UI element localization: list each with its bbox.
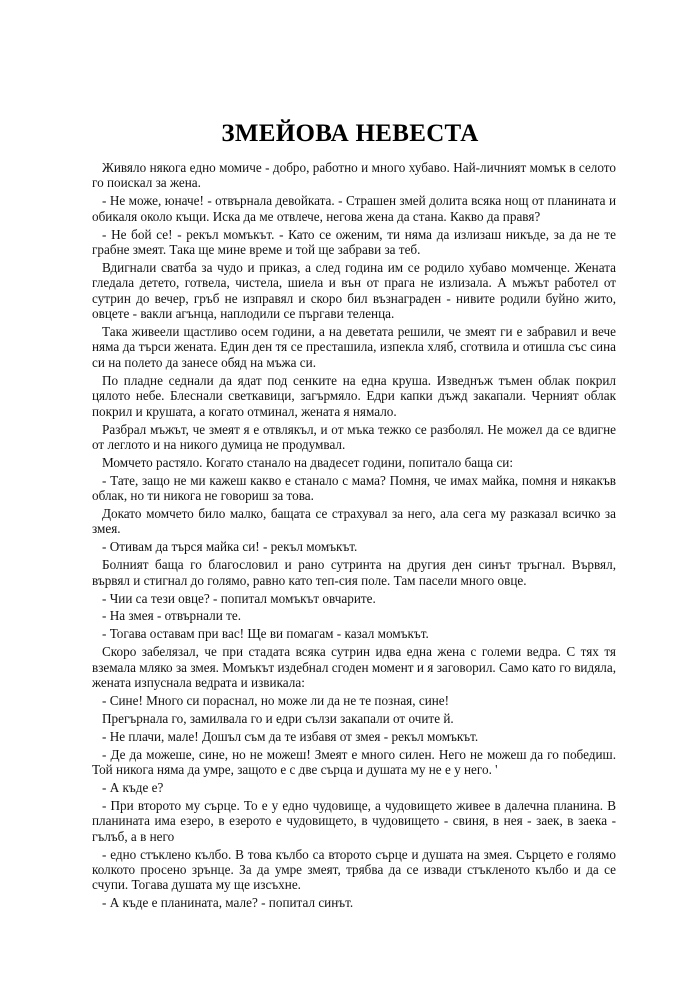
paragraph: По пладне седнали да ядат под сенките на една круша. Изведнъж тъмен облак покрил цялото небе. Блеснали светкавици, загърмяло. Едри капки дъжд закапали. Черният облак покрил и крушата, а когато отминал, жената я нямало.: [92, 372, 616, 419]
paragraph: Болният баща го благословил и рано сутринта на другия ден синът тръгнал. Вървял, вървял и стигнал до голямо, равно като теп-сия поле. Там пасели много овце.: [92, 557, 616, 588]
paragraph: Момчето растяло. Когато станало на двадесет години, попитало баща си:: [102, 454, 514, 470]
document-body: [92, 160, 616, 913]
paragraph: - Сине! Много си пораснал, но може ли да не те позная, сине!: [102, 693, 450, 708]
document-title: ЗМЕЙОВА НЕВЕСТА: [221, 120, 479, 147]
paragraph: Живяло някога едно момиче - добро, работно и много хубаво. Най-личният момък в селото го поискал за жена.: [92, 160, 616, 191]
paragraph: - Тате, защо не ми кажеш какво е станало с мама? Помня, че имах майка, помня и някакъв облак, но ти никога не говориш за това.: [92, 472, 616, 504]
paragraph: - едно стъклено кълбо. В това кълбо са второто сърце и душата на змея. Сърцето е голямо колкото просено зрънце. За да умре змеят, трябва да се извади стъкленото кълбо и да се счупи. Тогава душата му ще изсъхне.: [92, 846, 616, 893]
paragraph: - Отивам да търся майка си! - рекъл момъкът.: [102, 539, 358, 555]
paragraph: Скоро забелязал, че при стадата всяка сутрин идва една жена с големи ведра. С тях тя вземала мляко за змея. Момъкът издебнал сгоден момент и я заговорил. Само като го видяла, жената изпуснала ведрата и извикала:: [92, 644, 616, 691]
paragraph: - Не бой се! - рекъл момъкът. - Като се оженим, ти няма да излизаш никъде, за да не те грабне змеят. Така ще мине време и той ще забрави за теб.: [92, 226, 616, 258]
paragraph: - А къде е планината, мале? - попитал синът.: [102, 895, 354, 911]
paragraph: - Не плачи, мале! Дошъл съм да те избавя от змея - рекъл момъкът.: [102, 728, 479, 744]
paragraph: Прегърнала го, замилвала го и едри сълзи закапали от очите й.: [102, 710, 454, 726]
paragraph: - При второто му сърце. То е у едно чудовище, а чудовището живее в далечна планина. В планината има езеро, в езерото е чудовището, в чудовището - свиня, в нея - заек, в заека - гълъб, а в него: [92, 797, 616, 844]
paragraph: Разбрал мъжът, че змеят я е отвлякъл, и от мъка тежко се разболял. Не можел да се вдигне от леглото и на никого думица не продумвал.: [92, 421, 616, 452]
paragraph: - Чии са тези овце? - попитал момъкът овчарите.: [102, 590, 376, 606]
paragraph: - Де да можеше, сине, но не можеш! Змеят е много силен. Него не можеш да го победиш. Той никога няма да умре, защото е с две сърца и душата му не е у него. ': [92, 746, 616, 778]
paragraph: - А къде е?: [102, 780, 164, 796]
paragraph: Вдигнали сватба за чудо и приказ, а след година им се родило хубаво момченце. Жената гледала детето, готвела, чистела, шиела и вън от прага не излизала. А мъжът работел от сутрин до вечер, гръб не изправял и скоро бил възнаграден - нивите родили буйно жито, овцете - вакли агънца, наплодили се пъргави теленца.: [92, 259, 616, 322]
paragraph: Докато момчето било малко, бащата се страхувал за него, ала сега му разказал всичко за змея.: [92, 506, 616, 537]
paragraph: Така живеели щастливо осем години, а на деветата решили, че змеят ги е забравил и вече няма да търси жената. Един ден тя се престашила, изпекла хляб, сготвила и отишла със сина си на полето да занесе обяд на мъжа си.: [92, 324, 616, 370]
paragraph: - На змея - отвърнали те.: [102, 608, 242, 624]
paragraph: - Не може, юначе! - отвърнала девойката. - Страшен змей долита всяка нощ от планината и обикаля около къщи. Иска да ме отвлече, негова жена да стана. Какво да правя?: [92, 193, 616, 224]
paragraph: - Тогава оставам при вас! Ще ви помагам - казал момъкът.: [102, 626, 429, 642]
